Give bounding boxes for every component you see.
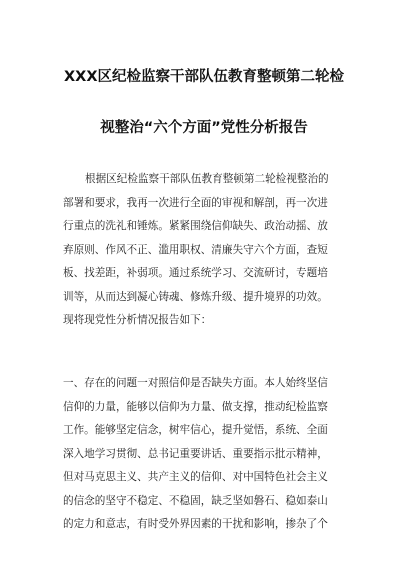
paragraph-line: 现将现党性分析情况报告如下： [63, 314, 212, 326]
paragraph-line: 行重点的洗礼和锤炼。紧紧围绕信仰缺失、政治动摇、放 [63, 220, 328, 232]
paragraph-line: 工作。能够坚定信念，树牢信心，提升觉悟，系统、全面 [63, 424, 328, 436]
document-title-line-1: XXX区纪检监察干部队伍教育整顿第二轮检 [63, 69, 345, 85]
paragraph-intro [63, 168, 353, 333]
paragraph-line: 的定力和意志，有时受外界因素的干扰和影响，掺杂了个 [63, 518, 328, 530]
paragraph-line: 的信念的坚守不稳定、不稳固，缺乏坚如磐石、稳如泰山 [63, 494, 328, 507]
document-title-line-2: 视整治“六个方面”党性分析报告 [100, 120, 308, 136]
paragraph-line: 根据区纪检监察干部队伍教育整顿第二轮检视整治的 [85, 173, 329, 185]
paragraph-line: 一、存在的问题一对照信仰是否缺失方面。本人始终坚信 [63, 377, 328, 389]
paragraph-section-1 [63, 372, 353, 537]
paragraph-line: 但对马克思主义、共产主义的信仰、对中国特色社会主义 [63, 471, 328, 483]
paragraph-line: 板、找差距，补弱项。通过系统学习、交流研讨，专题培 [63, 267, 328, 279]
paragraph-line: 训等，从而达到凝心铸魂、修炼升级、提升境界的功效。 [63, 290, 328, 303]
paragraph-line: 深入地学习贯彻、总书记重要讲话、重要指示批示精神， [63, 447, 328, 460]
paragraph-line: 信仰的力量，能够以信仰为力量、做支撑，推动纪检监察 [63, 400, 328, 413]
paragraph-line: 部署和要求，我再一次进行全面的审视和解剖，再一次进 [63, 196, 328, 209]
paragraph-line: 弃原则、作风不正、滥用职权、清廉失守六个方面，查短 [63, 243, 328, 256]
